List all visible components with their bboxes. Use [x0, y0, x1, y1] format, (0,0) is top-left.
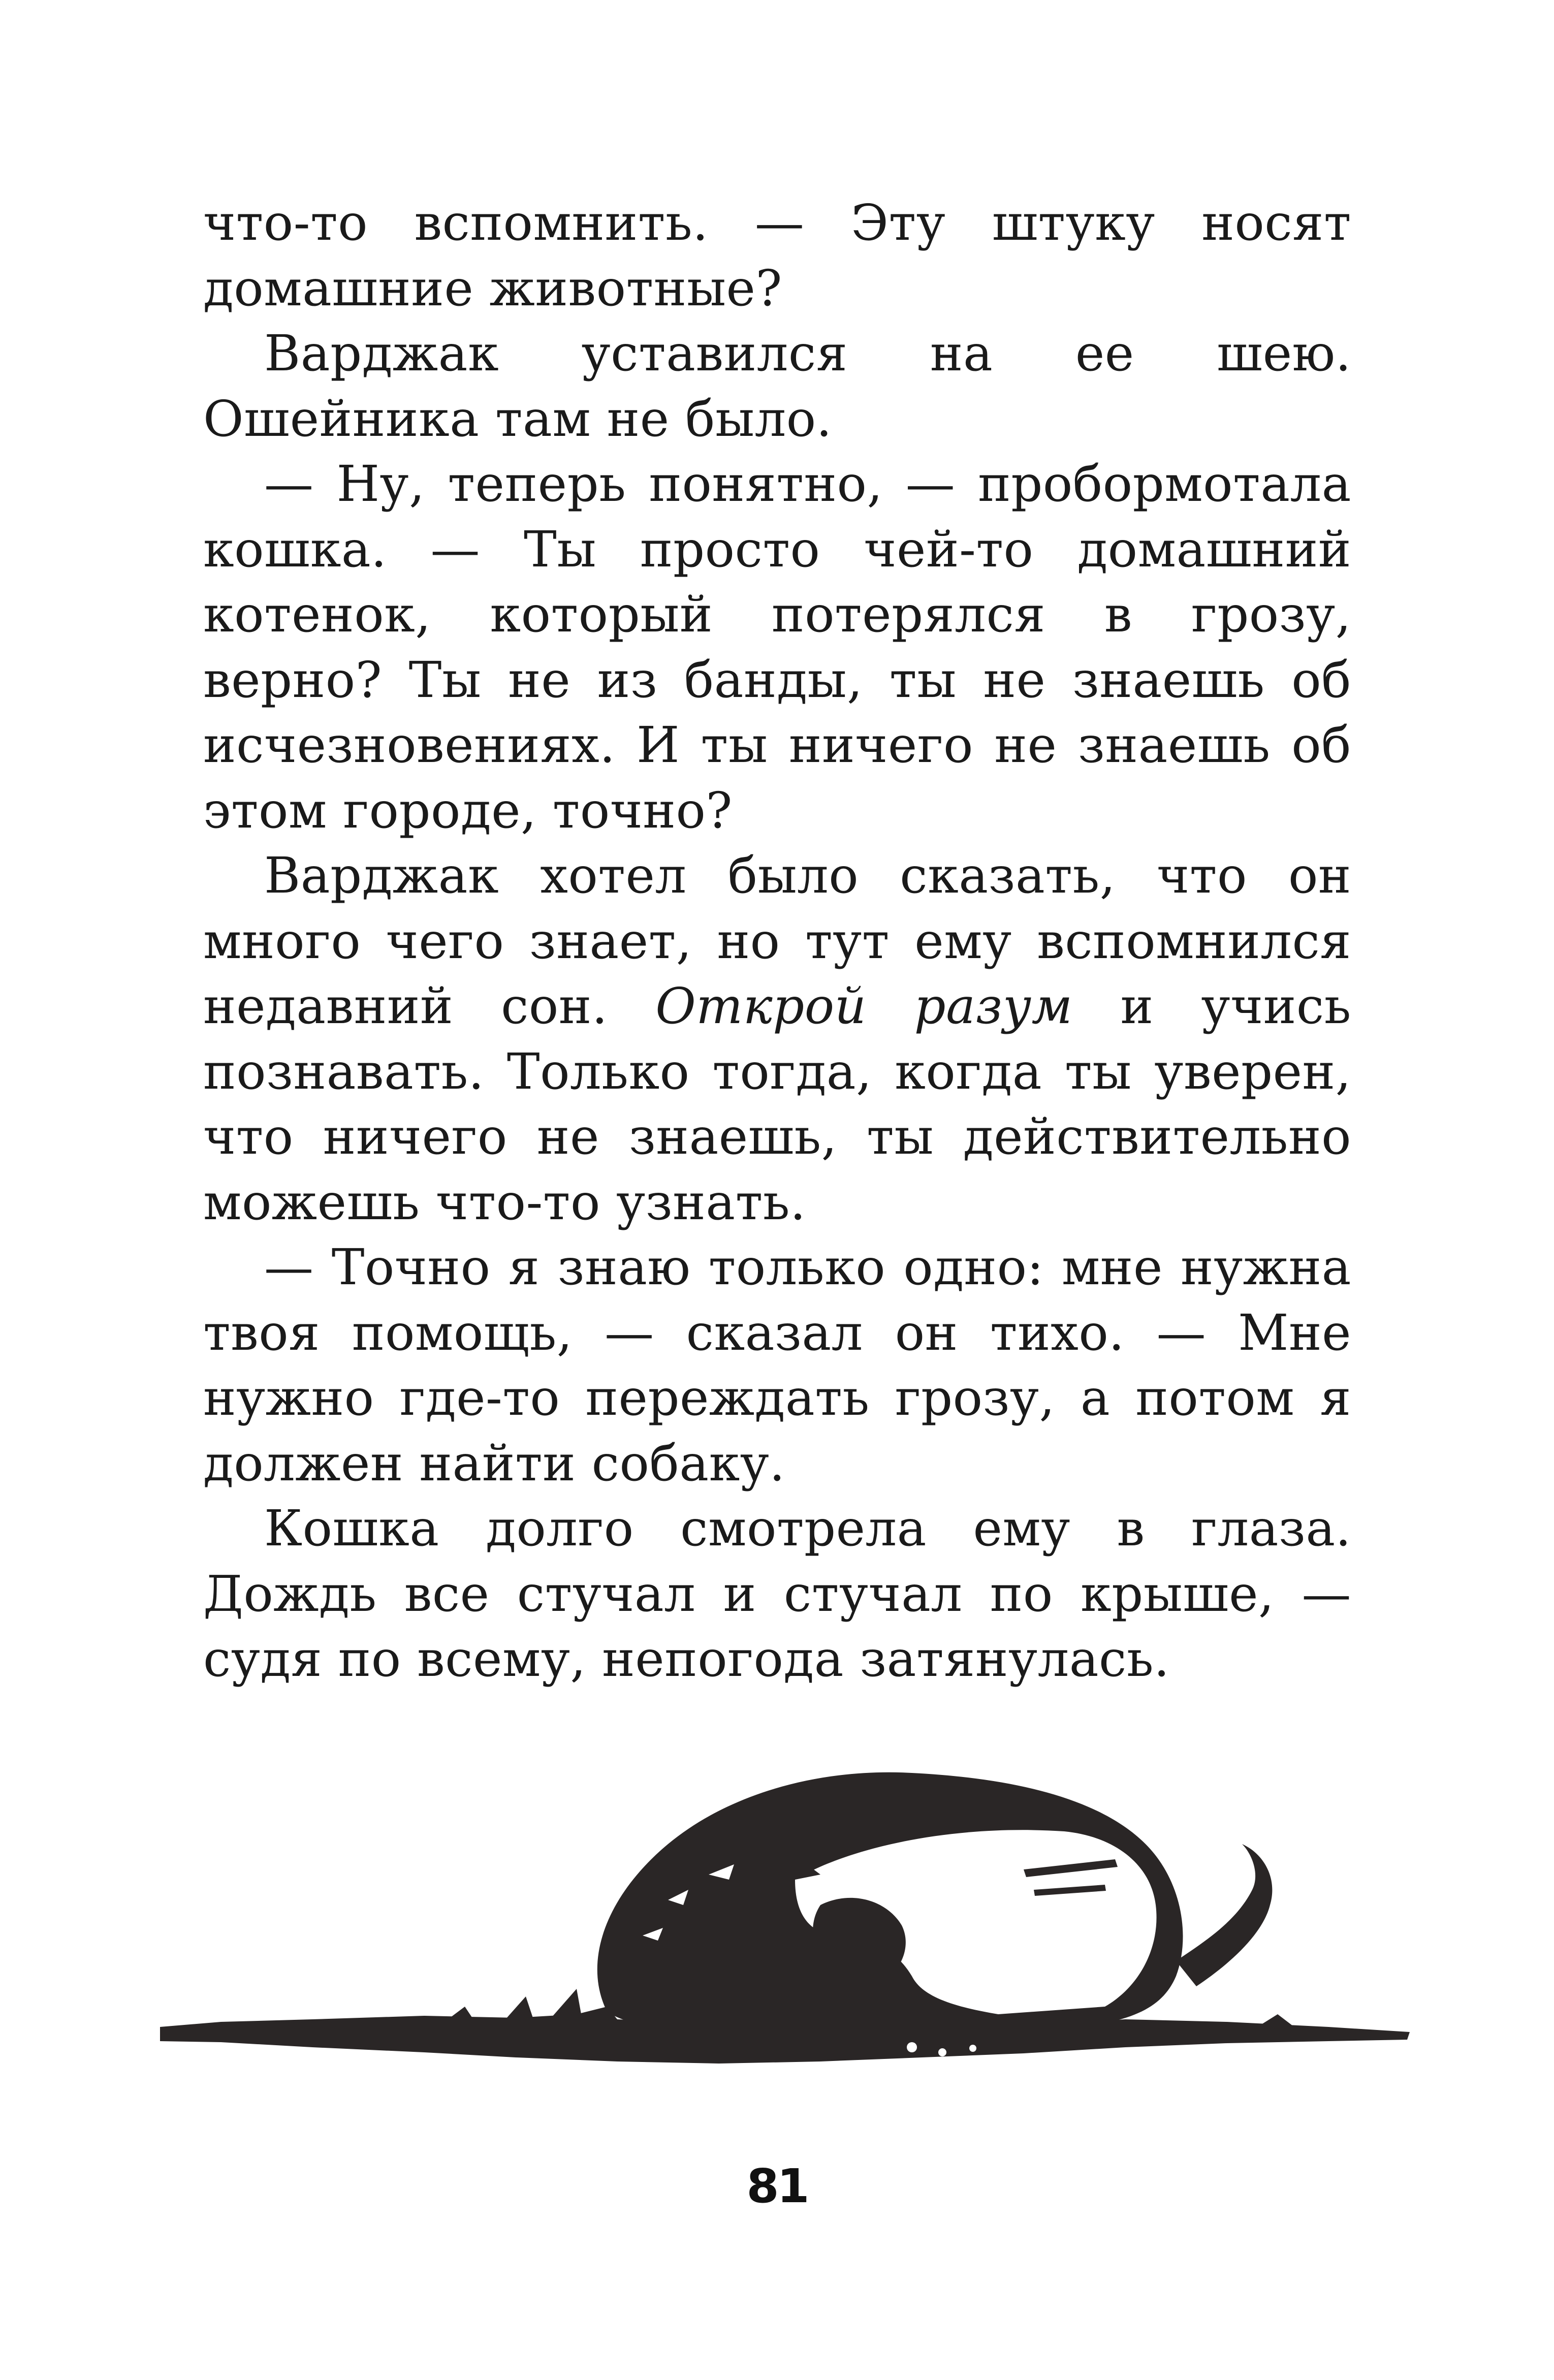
paragraph-dialogue: — Ну, теперь понятно, — пробормотала кошка. — Ты просто чей-то домашний котенок, который потерялся в грозу, верно? Ты не из банды, ты не знаешь об исчезновениях. И ты ничего не знаешь об этом городе, точно?	[203, 455, 1351, 839]
paragraph: Кошка долго смотрела ему в глаза. Дождь все стучал и стучал по крыше, — судя по всему, непогода затянулась.	[203, 1500, 1351, 1688]
paragraph-dialogue: — Точно я знаю только одно: мне нужна твоя помощь, — сказал он тихо. — Мне нужно где-то переждать грозу, а потом я должен найти собаку.	[203, 1239, 1351, 1492]
paragraph-continuation: что-то вспомнить. — Эту штуку носят домашние животные?	[203, 194, 1351, 317]
paragraph-text: и учись познавать. Только тогда, когда ты уверен, что ничего не знаешь, ты действительно можешь что-то узнать.	[203, 977, 1351, 1231]
page-number: 81	[746, 2159, 808, 2213]
paragraph: Варджак уставился на ее шею. Ошейника там не было.	[203, 325, 1351, 448]
body-text	[203, 191, 1351, 1692]
sleeping-cat-on-rock-icon	[160, 1722, 1410, 2108]
paragraph-text: Варджак хотел было сказать, что он много чего знает, но тут ему вспомнился недавний сон.	[203, 847, 1351, 1035]
italic-phrase: Открой разум	[655, 977, 1073, 1035]
paragraph	[203, 843, 1351, 1235]
